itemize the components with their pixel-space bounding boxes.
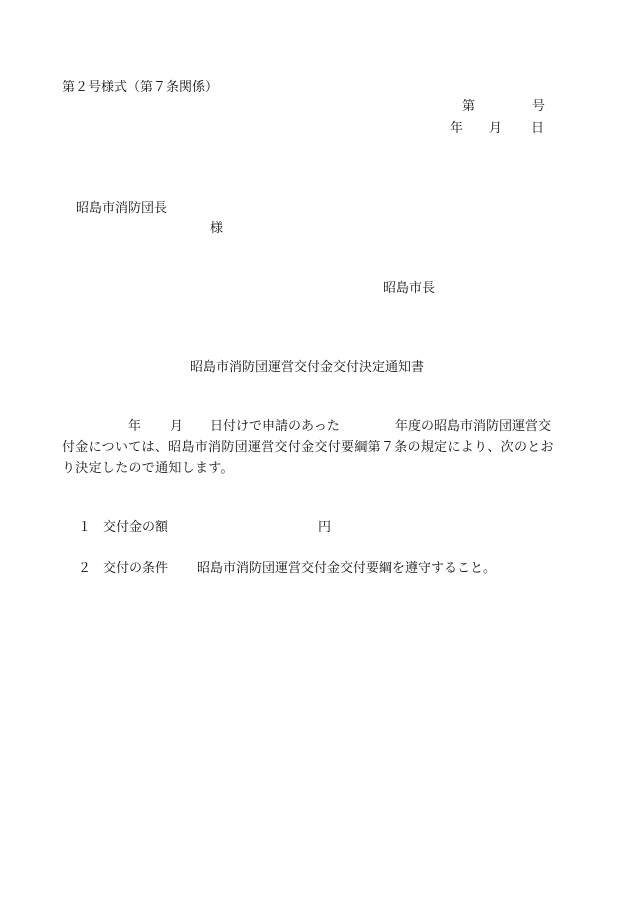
date-year: 年 bbox=[450, 121, 464, 136]
item-value: 昭島市消防団運営交付金交付要綱を遵守すること。 bbox=[197, 561, 497, 576]
document-title: 昭島市消防団運営交付金交付決定通知書 bbox=[190, 360, 425, 375]
body-month: 月 bbox=[170, 419, 184, 434]
body-year: 年 bbox=[128, 419, 142, 434]
form-label: 第２号様式（第７条関係） bbox=[62, 80, 219, 95]
addressee-honorific: 様 bbox=[210, 221, 224, 236]
sender: 昭島市長 bbox=[383, 281, 436, 296]
item-label: 交付金の額 bbox=[103, 520, 169, 535]
addressee-name: 昭島市消防団長 bbox=[76, 201, 168, 216]
item-number: ２ bbox=[78, 561, 92, 576]
item-label: 交付の条件 bbox=[103, 561, 169, 576]
number-suffix: 号 bbox=[532, 99, 546, 114]
item-value: 円 bbox=[318, 520, 332, 535]
body-line-2: 付金については、昭島市消防団運営交付金交付要綱第７条の規定により、次のとお bbox=[62, 440, 554, 455]
body-day-text: 日付けで申請のあった bbox=[210, 419, 340, 434]
date-month: 月 bbox=[489, 121, 503, 136]
item-number: １ bbox=[78, 520, 92, 535]
number-prefix: 第 bbox=[462, 99, 476, 114]
date-day: 日 bbox=[531, 121, 545, 136]
body-fiscal-text: 年度の昭島市消防団運営交 bbox=[395, 419, 552, 434]
body-line-3: り決定したので通知します。 bbox=[62, 461, 234, 476]
